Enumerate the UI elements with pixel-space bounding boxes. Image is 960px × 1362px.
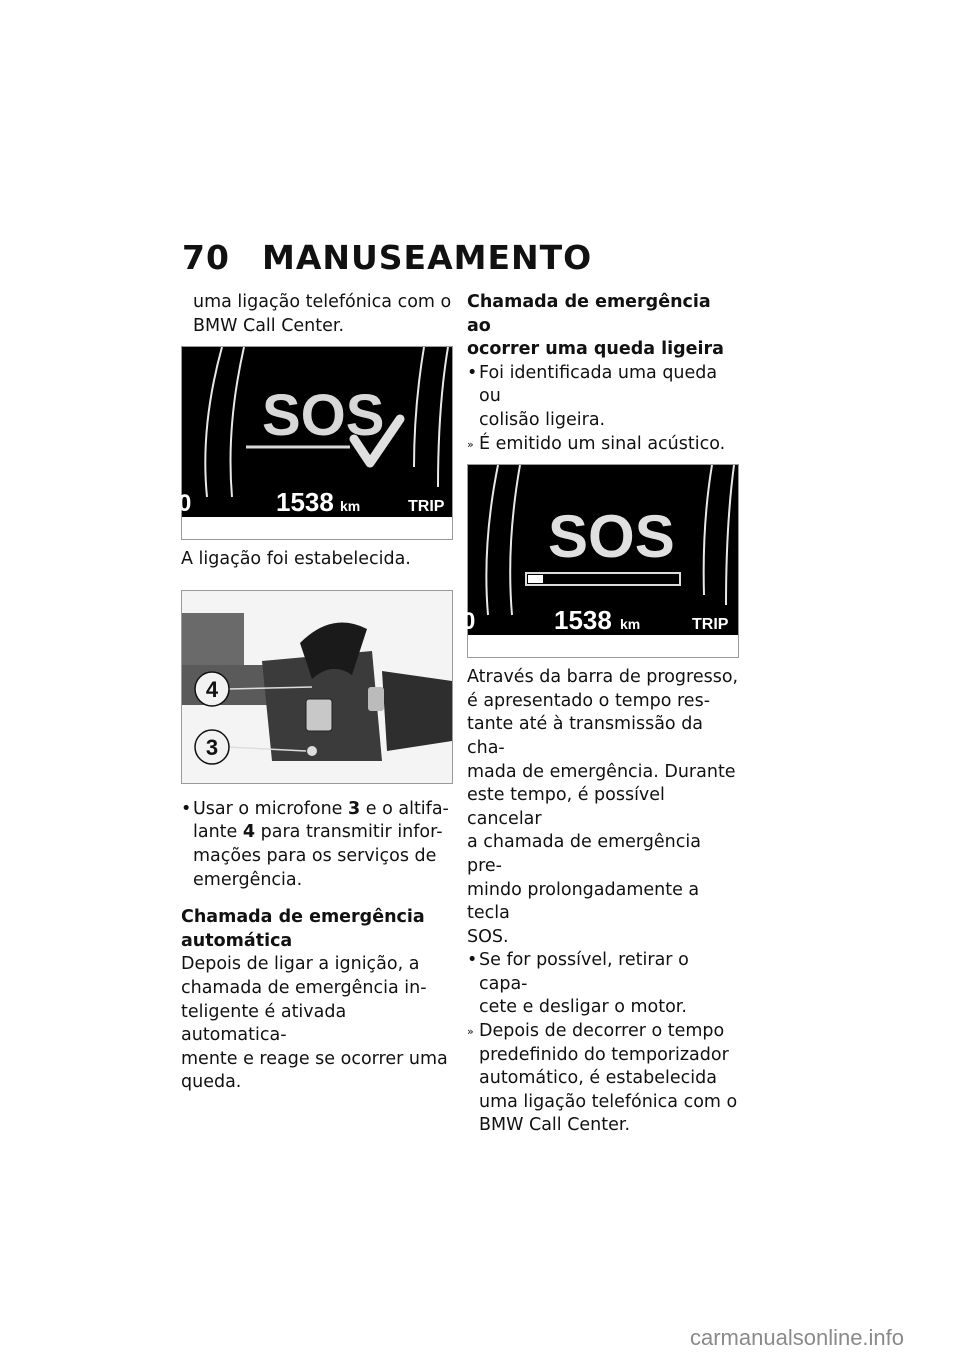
progress-body-4: mada de emergência. Durante	[467, 761, 736, 782]
heading-fall-2: ocorrer uma queda ligeira	[467, 339, 724, 360]
arrow-icon: »	[467, 1025, 474, 1039]
intro-line-2: BMW Call Center.	[193, 315, 345, 336]
left-digit: 0	[178, 490, 192, 518]
progress-body-3: tante até à transmissão da cha-	[467, 714, 704, 758]
progress-body-5: este tempo, é possível cancelar	[467, 785, 665, 829]
heading-auto-2: automática	[181, 930, 293, 951]
bullet-detected: • Foi identificada uma queda ou colisão ligeira.	[467, 362, 739, 433]
body-line-5: queda.	[181, 1072, 242, 1093]
handlebar-switch-figure	[181, 590, 453, 784]
body-line-2: chamada de emergência in-	[181, 977, 427, 998]
intro-line-1: uma ligação telefónica com o	[193, 292, 452, 312]
sos-text: SOS	[262, 383, 385, 449]
page-number: 70	[182, 238, 230, 277]
bullet-helmet: • Se for possível, retirar o capa- cete e desligar o motor.	[467, 949, 739, 1020]
left-digit: 0	[462, 608, 476, 636]
result-call-center: » Depois de decorrer o tempo predefinido do temporizador automático, é estabelecida uma ligação telefónica com o BMW Call Center.	[467, 1020, 739, 1138]
progress-body-1: Através da barra de progresso,	[467, 667, 739, 688]
heading-fall-1: Chamada de emergência ao	[467, 292, 711, 336]
label-3-icon: 3	[205, 734, 219, 760]
progress-body-6: a chamada de emergência pre-	[467, 832, 701, 876]
bullet-microphone: • Usar o microfone 3 e o altifa- lante 4 para transmitir infor- mações para os serviços de emergência.	[181, 798, 453, 892]
progress-body-8: SOS.	[467, 926, 509, 947]
right-column	[462, 291, 739, 1138]
sos-progress-display-figure	[462, 464, 739, 658]
section-title: MANUSEAMENTO	[262, 238, 593, 277]
heading-auto-1: Chamada de emergência	[181, 907, 425, 928]
progress-fill	[528, 575, 543, 583]
result-acoustic: » É emitido um sinal acústico.	[467, 433, 739, 457]
bullet-icon: •	[467, 950, 478, 971]
caption-connected: A ligação foi estabelecida.	[181, 549, 411, 570]
arrow-icon: »	[467, 437, 474, 451]
page-header	[182, 238, 592, 277]
distance-unit: km	[340, 498, 361, 515]
progress-body-7: mindo prolongadamente a tecla	[467, 879, 700, 924]
body-line-4: mente e reage se ocorrer uma	[181, 1048, 448, 1069]
distance-value: 1538	[554, 605, 612, 636]
distance-value: 1538	[276, 487, 334, 518]
bullet-icon: •	[467, 362, 478, 383]
watermark: carmanualsonline.info	[690, 1325, 905, 1350]
distance-unit: km	[620, 616, 641, 633]
trip-label: TRIP	[692, 616, 729, 634]
label-4-icon: 4	[205, 676, 219, 702]
trip-label: TRIP	[408, 498, 445, 516]
sos-text: SOS	[548, 503, 675, 571]
left-column	[178, 291, 453, 1095]
bullet-icon: •	[181, 798, 192, 819]
sos-connected-display-figure	[178, 346, 453, 540]
body-line-1: Depois de ligar a ignição, a	[181, 954, 420, 975]
body-line-3: teligente é ativada automatica-	[181, 1001, 347, 1046]
progress-body-2: é apresentado o tempo res-	[467, 690, 711, 711]
